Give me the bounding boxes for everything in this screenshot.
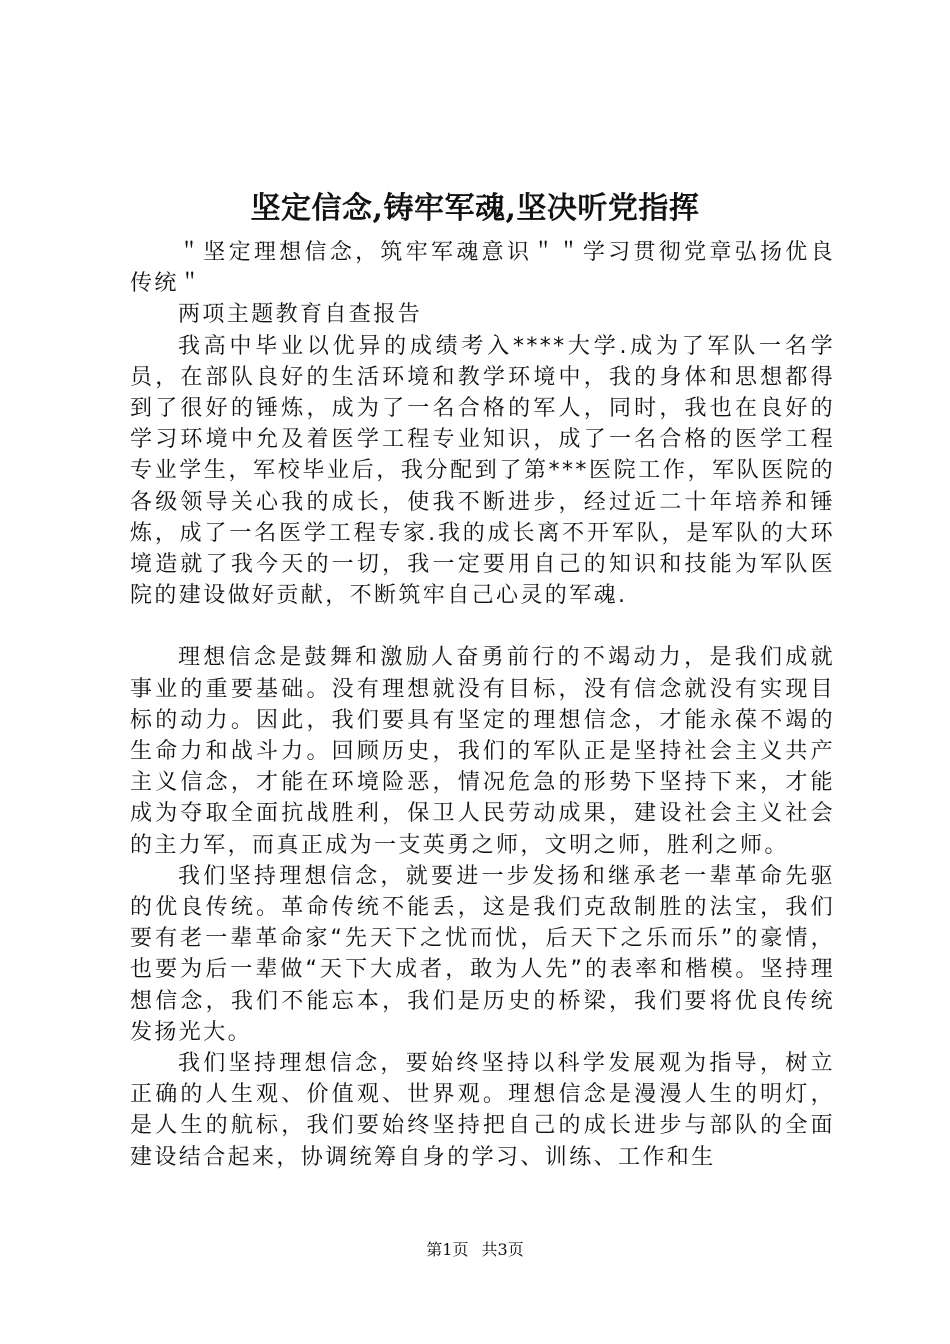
document-title: 坚定信念,铸牢军魂,坚决听党指挥 bbox=[250, 191, 700, 226]
body-paragraph: 我高中毕业以优异的成绩考入****大学.成为了军队一名学员，在部队良好的生活环境和教学环境中，我的身体和思想都得到了很好的锤炼，成为了一名合格的军人，同时，我也在良好的学习环境中允及着医学工程专业知识，成了一名合格的医学工程专业学生，军校毕业后，我分配到了第***医院工作，军队医院的各级领导关心我的成长，使我不断进步，经过近二十年培养和锤炼，成了一名医学工程专家.我的成长离不开军队，是军队的大环境造就了我今天的一切，我一定要用自己的知识和技能为军队医院的建设做好贡献，不断筑牢自己心灵的军魂. bbox=[130, 333, 835, 609]
subtitle-line: ＂坚定理想信念，筑牢军魂意识＂＂学习贯彻党章弘扬优良传统＂ bbox=[130, 240, 835, 297]
page-number: 第1页 bbox=[426, 1240, 469, 1259]
document-body bbox=[130, 237, 835, 1173]
page-footer bbox=[0, 1238, 950, 1262]
report-heading: 两项主题教育自查报告 bbox=[178, 302, 423, 328]
body-paragraph: 理想信念是鼓舞和激励人奋勇前行的不竭动力，是我们成就事业的重要基础。没有理想就没有目标，没有信念就没有实现目标的动力。因此，我们要具有坚定的理想信念，才能永葆不竭的生命力和战斗力。回顾历史，我们的军队正是坚持社会主义共产主义信念，才能在环境险恶，情况危急的形势下坚持下来，才能成为夺取全面抗战胜利，保卫人民劳动成果，建设社会主义社会的主力军，而真正成为一支英勇之师，文明之师，胜利之师。 bbox=[130, 645, 835, 858]
body-paragraph: 我们坚持理想信念，要始终坚持以科学发展观为指导，树立正确的人生观、价值观、世界观。理想信念是漫漫人生的明灯，是人生的航标，我们要始终坚持把自己的成长进步与部队的全面建设结合起来，协调统筹自身的学习、训练、工作和生 bbox=[130, 1051, 835, 1170]
page-total: 共3页 bbox=[481, 1240, 524, 1259]
body-paragraph: 我们坚持理想信念，就要进一步发扬和继承老一辈革命先驱的优良传统。革命传统不能丢，这是我们克敌制胜的法宝，我们要有老一辈革命家“先天下之忧而忧，后天下之乐而乐”的豪情，也要为后一辈做“天下大成者，敢为人先”的表率和楷模。坚持理想信念，我们不能忘本，我们是历史的桥梁，我们要将优良传统发扬光大。 bbox=[130, 863, 835, 1045]
